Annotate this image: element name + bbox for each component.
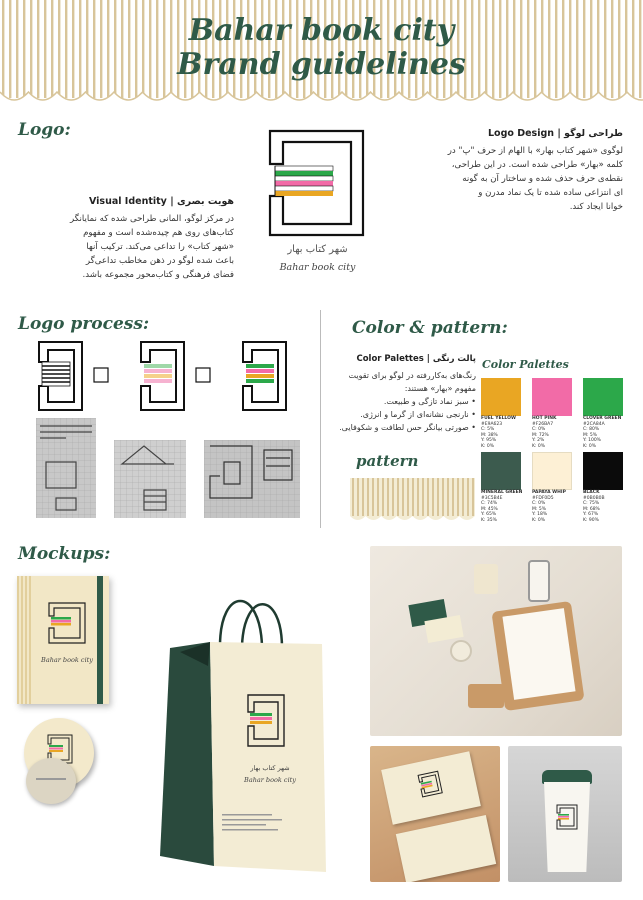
card-cream: [424, 615, 463, 643]
pattern-stripe: [372, 478, 374, 516]
pattern-stripe: [392, 478, 394, 516]
pattern-stripe: [422, 478, 424, 516]
swatch-value: C: 75%: [583, 501, 600, 506]
swatch-chip: [583, 452, 623, 490]
swatch-value: #E9A623: [481, 421, 503, 427]
bag-persian-name: شهر کتاب بهار: [250, 764, 290, 772]
pattern-stripe: [452, 478, 454, 516]
palette-line: مفهوم «بهار» هستند:: [404, 384, 476, 393]
process-step-final: [243, 342, 286, 410]
notebook-stripe-edge: [17, 576, 33, 704]
logo-design-line: ای انتزاعی ساده شده تا یک نماد مدرن و: [478, 188, 623, 198]
notebook-latin-name: Bahar book city: [41, 656, 93, 664]
mockups-heading: Mockups:: [18, 544, 111, 564]
brand-title-line2: Brand guidelines: [177, 47, 466, 82]
visual-identity-line: «شهر کتاب» را تداعی می‌کند. ترکیب آنها: [86, 242, 234, 252]
pattern-stripe: [442, 478, 444, 516]
logo-design-line: لوگوی «شهر کتاب بهار» با الهام از حرف "پ" در: [447, 146, 623, 156]
notebook-elastic-band: [97, 576, 103, 704]
palette-line: رنگ‌های به‌کاررفته در لوگو برای تقویت: [348, 371, 476, 380]
swatch-value: M: 5%: [583, 432, 597, 438]
color-swatch: [532, 378, 578, 449]
color-pattern-heading: Color & pattern:: [352, 318, 508, 338]
palette-line: • صورتی بیانگر حس لطافت و شکوفایی.: [339, 423, 476, 432]
logo-design-line: خوانا ایجاد کند.: [569, 202, 623, 212]
swatch-value: K: 0%: [583, 443, 597, 449]
color-swatch: [532, 452, 578, 523]
business-card-front: [381, 751, 481, 824]
notebook-mockup: [17, 576, 109, 704]
swatch-value: C: 74%: [481, 501, 498, 506]
pattern-stripe: [382, 478, 384, 516]
candle-jar: [450, 640, 472, 662]
color-palettes-heading: Color Palettes: [482, 358, 569, 371]
swatch-chip: [481, 452, 521, 490]
business-card-photo: [370, 746, 500, 882]
pattern-stripe: [417, 478, 419, 516]
sketch-1: [36, 418, 96, 518]
pattern-stripe: [387, 478, 389, 516]
coffee-cup-photo: [508, 746, 622, 882]
visual-identity-text: [20, 212, 234, 282]
color-swatch: [583, 378, 629, 449]
swatch-chip: [583, 378, 623, 416]
swatch-name: CLOVER GREEN: [583, 416, 622, 421]
swatch-value: M: 72%: [532, 432, 549, 438]
color-swatch: [481, 452, 527, 523]
swatch-value: M: 68%: [583, 506, 600, 512]
pattern-swatch: [350, 478, 475, 524]
swatch-value: Y: 67%: [583, 512, 599, 517]
letterhead: [502, 608, 575, 700]
swatch-name: BLACK: [583, 490, 600, 495]
color-swatch: [583, 452, 629, 523]
pattern-stripe: [462, 478, 464, 516]
swatch-value: Y: 2%: [532, 438, 545, 443]
swatch-value: Y: 18%: [532, 512, 548, 517]
brand-title-line1: Bahar book city: [188, 13, 455, 48]
visual-identity-line: فضای فرهنگی و کتاب‌محور مجموعه باشد.: [82, 270, 234, 280]
logo-design-text: [400, 144, 623, 214]
palette-title: پالت رنگی | Color Palettes: [356, 354, 476, 364]
swatch-chip: [481, 378, 521, 416]
pin-needle: [36, 778, 66, 780]
logo-design-title: طراحی لوگو | Logo Design: [488, 128, 623, 139]
pattern-stripe: [457, 478, 459, 516]
swatch-value: C: 80%: [583, 427, 600, 432]
logo-design-line: نقطه‌ی حرف حذف شده و ساختار آن به گونه: [462, 174, 623, 184]
swatch-value: M: 38%: [481, 432, 498, 438]
pattern-stripe: [402, 478, 404, 516]
swatch-value: M: 5%: [532, 506, 546, 512]
swatch-value: #3C5B4E: [481, 495, 503, 501]
color-swatch: [481, 378, 527, 449]
cup-lid: [542, 770, 592, 784]
pattern-stripe: [427, 478, 429, 516]
pattern-stripe: [377, 478, 379, 516]
palette-line: • سبز نماد تازگی و طبیعت.: [383, 397, 476, 406]
pattern-stripe: [472, 478, 474, 516]
pattern-stripe: [432, 478, 434, 516]
swatch-grid: [481, 378, 627, 528]
pattern-stripe: [447, 478, 449, 516]
swatch-name: PAPAYA WHIP: [532, 490, 566, 495]
logo-latin-name: Bahar book city: [279, 262, 356, 273]
pattern-stripe: [362, 478, 364, 516]
swatch-name: FUEL YELLOW: [481, 416, 516, 421]
business-card-back: [396, 815, 496, 882]
stationery-mockup-photo: [370, 546, 622, 736]
logo-sketches: [36, 418, 306, 518]
swatch-value: #0B0B0B: [583, 495, 605, 501]
pattern-stripe: [367, 478, 369, 516]
small-tray: [468, 684, 504, 708]
shopping-bag-mockup: [150, 576, 340, 876]
swatch-value: #FDF0D5: [532, 495, 554, 501]
swatch-value: C: 0%: [532, 501, 546, 506]
swatch-value: K: 0%: [532, 517, 546, 523]
logo-persian-name: شهر کتاب بهار: [287, 244, 348, 255]
bag-latin-name: Bahar book city: [244, 776, 296, 784]
notebook-logo: [47, 602, 87, 644]
palette-text: [336, 369, 476, 434]
palette-line: • نارنجی نشانه‌ای از گرما و انرژی.: [360, 410, 476, 419]
swatch-value: C: 5%: [481, 427, 495, 432]
swatch-value: K: 35%: [481, 517, 497, 523]
swatch-value: C: 0%: [532, 427, 546, 432]
swatch-name: HOT PINK: [532, 416, 557, 421]
pattern-stripe: [467, 478, 469, 516]
swatch-value: K: 0%: [481, 443, 495, 449]
pin-button-back: [26, 758, 76, 804]
phone: [528, 560, 550, 602]
swatch-value: #2CA84A: [583, 421, 605, 427]
section-divider: [320, 310, 321, 528]
visual-identity-line: باعث شده لوگو در ذهن مخاطب تداعی‌گر: [85, 256, 234, 266]
sketch-3: [204, 440, 300, 518]
cup-body: [544, 782, 590, 872]
pattern-stripe: [412, 478, 414, 516]
logo-process-heading: Logo process:: [18, 314, 150, 334]
visual-identity-line: در مرکز لوگو، المانی طراحی شده که نمایانگر: [69, 214, 234, 224]
swatch-value: #F26BA7: [532, 421, 554, 427]
swatch-value: Y: 95%: [481, 438, 497, 443]
pattern-heading: pattern: [356, 452, 419, 470]
swatch-value: Y: 100%: [583, 438, 601, 443]
cup-logo: [556, 804, 578, 830]
pattern-stripe: [437, 478, 439, 516]
swatch-value: K: 0%: [532, 443, 546, 449]
swatch-value: Y: 65%: [481, 512, 497, 517]
pattern-stripe: [352, 478, 354, 516]
logo-section-heading: Logo:: [18, 120, 71, 140]
mug: [474, 564, 498, 594]
process-step-bw: [39, 342, 82, 410]
swatch-value: K: 90%: [583, 517, 599, 523]
pattern-stripe: [407, 478, 409, 516]
sketch-2: [114, 440, 186, 518]
swatch-chip: [532, 452, 572, 490]
swatch-chip: [532, 378, 572, 416]
pattern-stripe: [397, 478, 399, 516]
pattern-stripe: [357, 478, 359, 516]
main-logo: [265, 128, 370, 238]
process-step-pastel: [141, 342, 184, 410]
swatch-name: MINERAL GREEN: [481, 490, 523, 495]
visual-identity-title: هویت بصری | Visual Identity: [88, 196, 234, 207]
card-logo: [417, 770, 444, 798]
logo-process-steps: [36, 340, 306, 412]
logo-design-line: کلمه «بهار» طراحی شده است. در این طراحی،: [451, 160, 623, 170]
visual-identity-line: کتاب‌های روی هم چیده‌شده است و مفهوم: [83, 228, 234, 238]
swatch-value: M: 45%: [481, 506, 498, 512]
